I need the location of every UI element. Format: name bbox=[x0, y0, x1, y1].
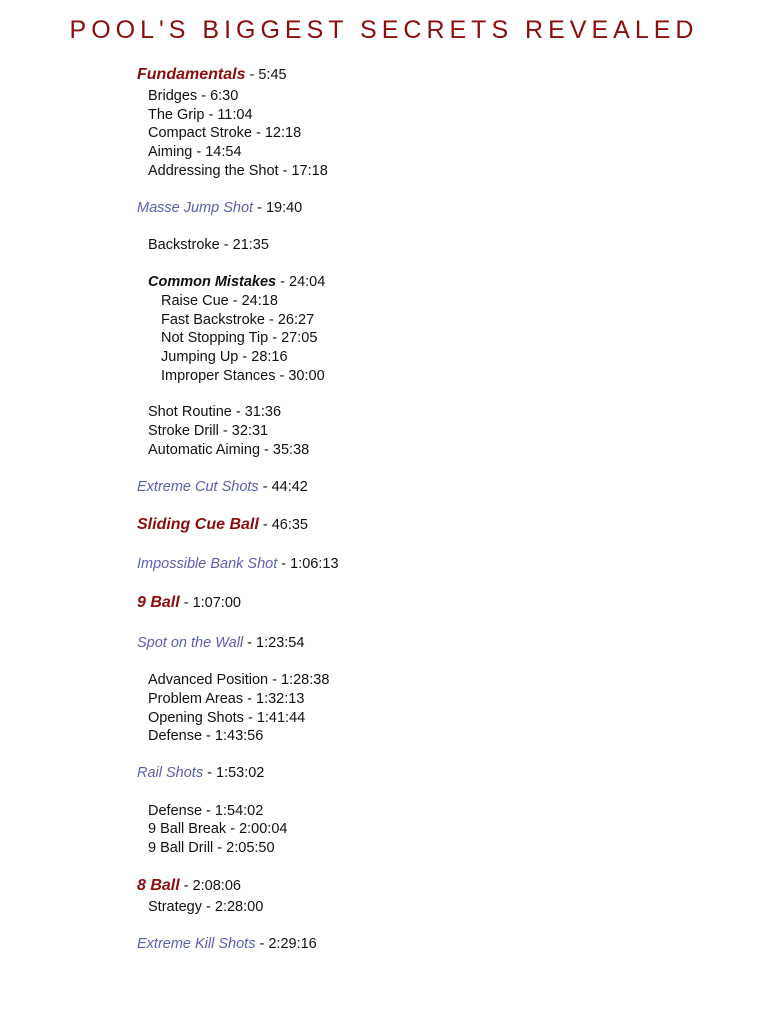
toc-entry bbox=[161, 311, 314, 329]
toc-entry-timestamp: 1:28:38 bbox=[281, 672, 330, 688]
toc-entry-separator: - bbox=[277, 556, 291, 572]
toc-entry-separator: - bbox=[279, 368, 289, 384]
toc-entry-label: Improper Stances bbox=[161, 368, 280, 384]
toc-entry-separator: - bbox=[219, 237, 233, 253]
toc-entry bbox=[148, 727, 263, 745]
toc-entry-label: Bridges bbox=[148, 88, 198, 104]
toc-entry-label: Problem Areas bbox=[148, 691, 244, 707]
toc-entry-label: The Grip bbox=[148, 107, 205, 123]
toc-entry-label: Spot on the Wall bbox=[137, 635, 244, 651]
toc-entry-timestamp: 1:41:44 bbox=[256, 710, 306, 726]
toc-entry-label: Common Mistakes bbox=[148, 274, 277, 290]
toc-entry-separator: - bbox=[213, 840, 227, 856]
toc-entry-separator: - bbox=[204, 107, 218, 123]
toc-entry-label: Addressing the Shot bbox=[148, 163, 279, 179]
toc-entry-timestamp: 11:04 bbox=[217, 107, 253, 123]
toc-entry-separator: - bbox=[258, 517, 272, 533]
toc-entry-separator: - bbox=[202, 899, 215, 915]
toc-entry-separator: - bbox=[197, 88, 211, 104]
toc-entry-timestamp: 12:18 bbox=[264, 125, 302, 141]
toc-entry-timestamp: 46:35 bbox=[271, 517, 308, 533]
toc-entry-timestamp: 24:04 bbox=[289, 274, 326, 290]
toc-entry bbox=[137, 634, 304, 652]
toc-entry-timestamp: 21:35 bbox=[232, 237, 269, 253]
toc-entry bbox=[148, 162, 328, 180]
toc-entry-separator: - bbox=[268, 672, 281, 688]
toc-entry-label: Shot Routine bbox=[148, 404, 232, 420]
toc-entry-timestamp: 6:30 bbox=[210, 88, 239, 104]
toc-entry-timestamp: 2:05:50 bbox=[226, 840, 275, 856]
toc-entry-separator: - bbox=[202, 728, 215, 744]
toc-entry-separator: - bbox=[253, 200, 266, 216]
toc-entry-timestamp: 2:29:16 bbox=[268, 936, 317, 952]
toc-entry-label: Fast Backstroke bbox=[161, 312, 265, 328]
toc-entry-label: Advanced Position bbox=[148, 672, 269, 688]
toc-entry bbox=[137, 555, 339, 573]
toc-entry-label: Sliding Cue Ball bbox=[137, 516, 259, 533]
toc-entry-timestamp: 1:07:00 bbox=[192, 595, 241, 611]
toc-entry bbox=[148, 690, 304, 708]
toc-entry-timestamp: 1:32:13 bbox=[256, 691, 305, 707]
toc-entry-label: Not Stopping Tip bbox=[161, 330, 269, 346]
toc-entry-timestamp: 35:38 bbox=[272, 442, 310, 458]
toc-entry-label: Raise Cue bbox=[161, 293, 229, 309]
toc-entry bbox=[161, 329, 317, 347]
toc-entry-timestamp: 14:54 bbox=[205, 144, 242, 160]
toc-entry-label: Defense bbox=[148, 803, 203, 819]
toc-entry-label: Impossible Bank Shot bbox=[137, 556, 278, 572]
toc-entry-separator: - bbox=[228, 293, 242, 309]
toc-entry-timestamp: 1:23:54 bbox=[256, 635, 305, 651]
toc-entry bbox=[137, 877, 241, 895]
toc-entry-timestamp: 17:18 bbox=[291, 163, 328, 179]
toc-entry-separator: - bbox=[264, 312, 278, 328]
toc-entry-timestamp: 26:27 bbox=[277, 312, 315, 328]
toc-entry-label: Masse Jump Shot bbox=[137, 200, 254, 216]
toc-entry-label: Defense bbox=[148, 728, 203, 744]
toc-entry bbox=[137, 516, 308, 534]
toc-entry bbox=[148, 671, 329, 689]
toc-entry-separator: - bbox=[218, 423, 232, 439]
toc-entry-separator: - bbox=[260, 442, 273, 458]
toc-entry-timestamp: 2:28:00 bbox=[214, 899, 264, 915]
toc-entry-separator: - bbox=[231, 404, 245, 420]
toc-entry-separator: - bbox=[255, 936, 269, 952]
toc-entry bbox=[148, 236, 269, 254]
toc-entry-timestamp: 31:36 bbox=[244, 404, 282, 420]
toc-entry-separator: - bbox=[243, 691, 256, 707]
toc-entry-label: Backstroke bbox=[148, 237, 220, 253]
toc-entry bbox=[137, 594, 241, 612]
toc-entry bbox=[137, 478, 308, 496]
toc-entry-separator: - bbox=[203, 765, 216, 781]
toc-entry-timestamp: 24:18 bbox=[241, 293, 278, 309]
toc-entry bbox=[148, 403, 281, 421]
toc-entry bbox=[161, 292, 278, 310]
toc-entry bbox=[148, 839, 275, 857]
toc-entry-label: Stroke Drill bbox=[148, 423, 219, 439]
toc-entry-label: Compact Stroke bbox=[148, 125, 252, 141]
toc-entry-label: Rail Shots bbox=[137, 765, 204, 781]
toc-entry bbox=[148, 422, 268, 440]
toc-entry-separator: - bbox=[179, 878, 193, 894]
toc-entry-separator: - bbox=[268, 330, 282, 346]
toc-entry-label: Extreme Cut Shots bbox=[137, 479, 259, 495]
toc-entry-timestamp: 1:43:56 bbox=[214, 728, 264, 744]
toc-entry-timestamp: 5:45 bbox=[258, 67, 287, 83]
toc-entry bbox=[148, 143, 242, 161]
toc-entry-separator: - bbox=[278, 163, 292, 179]
toc-entry bbox=[148, 87, 238, 105]
toc-entry bbox=[148, 273, 325, 291]
toc-entry-label: Jumping Up bbox=[161, 349, 239, 365]
toc-entry bbox=[148, 820, 287, 838]
toc-entry-timestamp: 2:08:06 bbox=[192, 878, 241, 894]
toc-entry-timestamp: 19:40 bbox=[265, 200, 303, 216]
toc-entry-timestamp: 32:31 bbox=[231, 423, 269, 439]
toc-entry-label: 9 Ball bbox=[137, 594, 180, 611]
toc-entry bbox=[161, 367, 325, 385]
toc-entry-label: Automatic Aiming bbox=[148, 442, 261, 458]
toc-entry-separator: - bbox=[202, 803, 215, 819]
toc-entry-label: 9 Ball Break bbox=[148, 821, 227, 837]
toc-entry-separator: - bbox=[226, 821, 240, 837]
toc-entry bbox=[137, 935, 317, 953]
toc-entry-separator: - bbox=[243, 635, 257, 651]
toc-entry bbox=[148, 106, 253, 124]
toc-entry-label: Extreme Kill Shots bbox=[137, 936, 256, 952]
toc-entry-label: 8 Ball bbox=[137, 877, 180, 894]
page-title: POOL'S BIGGEST SECRETS REVEALED bbox=[69, 16, 699, 44]
toc-entry-separator: - bbox=[179, 595, 193, 611]
toc-entry bbox=[148, 802, 263, 820]
toc-entry-timestamp: 1:06:13 bbox=[290, 556, 339, 572]
toc-entry-timestamp: 1:53:02 bbox=[215, 765, 265, 781]
toc-entry-timestamp: 2:00:04 bbox=[239, 821, 288, 837]
toc-entry-label: Opening Shots bbox=[148, 710, 244, 726]
toc-entry bbox=[137, 66, 287, 84]
toc-entry-separator: - bbox=[251, 125, 265, 141]
toc-entry bbox=[137, 764, 264, 782]
toc-entry-separator: - bbox=[258, 479, 272, 495]
toc-entry-timestamp: 27:05 bbox=[281, 330, 318, 346]
toc-entry-separator: - bbox=[192, 144, 206, 160]
toc-entry bbox=[161, 348, 288, 366]
toc-entry-separator: - bbox=[243, 710, 257, 726]
toc-entry-separator: - bbox=[245, 67, 259, 83]
toc-entry-label: Strategy bbox=[148, 899, 202, 915]
toc-entry bbox=[148, 898, 263, 916]
toc-entry-label: 9 Ball Drill bbox=[148, 840, 214, 856]
toc-entry-timestamp: 44:42 bbox=[271, 479, 308, 495]
toc-entry bbox=[148, 709, 305, 727]
toc-entry bbox=[148, 124, 301, 142]
toc-entry-label: Aiming bbox=[148, 144, 193, 160]
toc-entry-separator: - bbox=[238, 349, 252, 365]
toc-entry-label: Fundamentals bbox=[137, 66, 246, 83]
toc-entry-separator: - bbox=[276, 274, 290, 290]
toc-entry bbox=[148, 441, 309, 459]
toc-entry-timestamp: 28:16 bbox=[251, 349, 288, 365]
toc-entry-timestamp: 1:54:02 bbox=[214, 803, 264, 819]
toc-entry bbox=[137, 199, 302, 217]
toc-entry-timestamp: 30:00 bbox=[288, 368, 325, 384]
